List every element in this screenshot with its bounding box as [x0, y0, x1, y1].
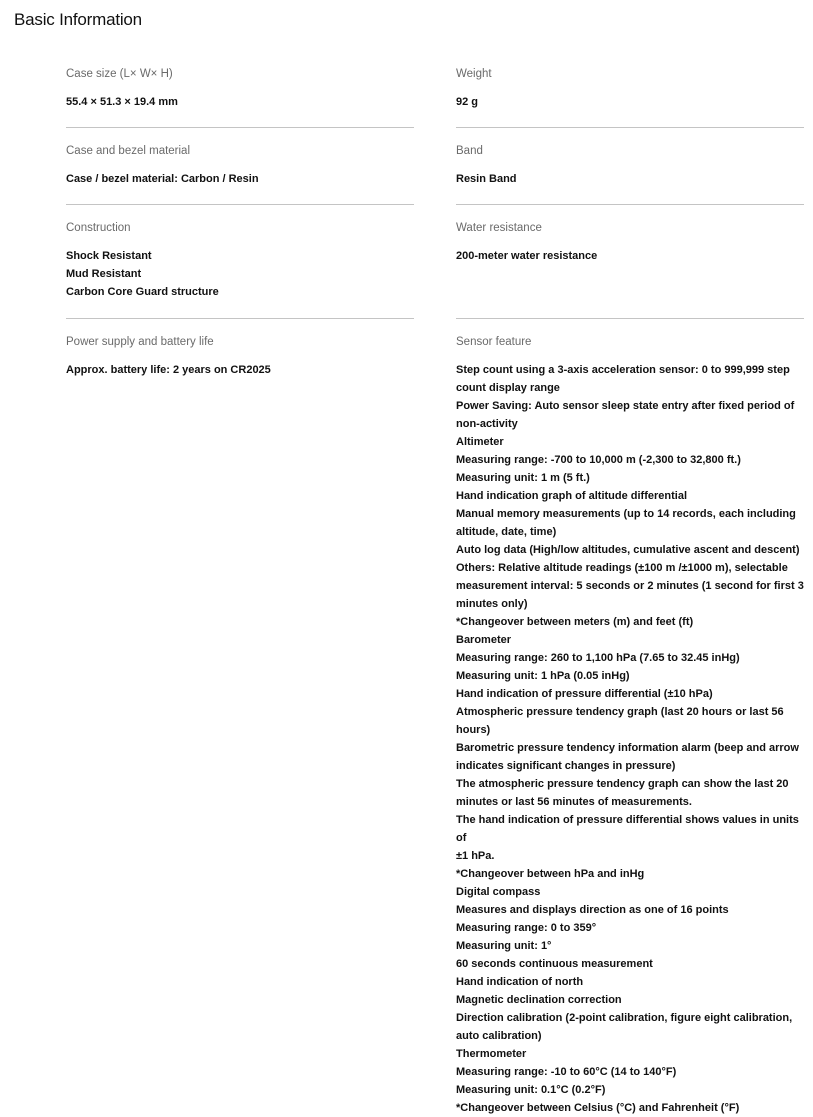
spec-sensor-feature [456, 319, 804, 1117]
spec-value-line: Thermometer [456, 1048, 527, 1060]
spec-value-line: altitude, date, time) [456, 526, 557, 538]
spec-value: Approx. battery life: 2 years on CR2025 [66, 364, 271, 376]
spec-value: 92 g [456, 96, 479, 108]
spec-value-line: measurement interval: 5 seconds or 2 minutes (1 second for first 3 [456, 580, 804, 592]
spec-value-line: *Changeover between Celsius (°C) and Fahrenheit (°F) [456, 1102, 740, 1114]
spec-label: Power supply and battery life [66, 336, 214, 348]
spec-row [66, 128, 804, 205]
spec-value-line: Manual memory measurements (up to 14 records, each including [456, 508, 796, 520]
spec-value-line: Mud Resistant [66, 268, 142, 280]
spec-value-line: Others: Relative altitude readings (±100 m /±1000 m), selectable [456, 562, 788, 574]
spec-value-line: Digital compass [456, 886, 541, 898]
page-title: Basic Information [14, 10, 142, 29]
spec-row [66, 205, 804, 319]
spec-value-line: Carbon Core Guard structure [66, 286, 219, 298]
spec-value-line: Atmospheric pressure tendency graph (last 20 hours or last 56 [456, 706, 784, 718]
spec-value-line: Measuring unit: 0.1°C (0.2°F) [456, 1084, 606, 1096]
spec-value-line: The atmospheric pressure tendency graph can show the last 20 [456, 778, 789, 790]
spec-label: Water resistance [456, 222, 542, 234]
spec-value-line: Hand indication of pressure differential (±10 hPa) [456, 688, 713, 700]
spec-value-line: Measuring range: 0 to 359° [456, 922, 597, 934]
spec-label: Construction [66, 222, 131, 234]
spec-value-line: Shock Resistant [66, 250, 152, 262]
spec-construction [66, 205, 414, 319]
spec-value-line: Auto log data (High/low altitudes, cumulative ascent and descent) [456, 544, 800, 556]
spec-value-line: Measuring unit: 1 hPa (0.05 inHg) [456, 670, 630, 682]
spec-value-line: The hand indication of pressure differential shows values in units of [456, 814, 799, 844]
spec-value-line: Step count using a 3-axis acceleration sensor: 0 to 999,999 step [456, 364, 790, 376]
spec-value-line: Barometer [456, 634, 512, 646]
spec-value-line: Power Saving: Auto sensor sleep state entry after fixed period of [456, 400, 795, 412]
spec-value-line: minutes only) [456, 598, 528, 610]
spec-value: Case / bezel material: Carbon / Resin [66, 173, 259, 185]
spec-value [456, 361, 804, 1117]
spec-weight [456, 59, 804, 128]
spec-label: Sensor feature [456, 336, 532, 348]
spec-value: Resin Band [456, 173, 517, 185]
spec-value-line: Altimeter [456, 436, 504, 448]
spec-value-line: minutes or last 56 minutes of measurements. [456, 796, 692, 808]
spec-value-line: Magnetic declination correction [456, 994, 622, 1006]
spec-case-size [66, 59, 414, 128]
spec-value-line: Measuring unit: 1° [456, 940, 552, 952]
spec-water-resistance [456, 205, 804, 319]
spec-value-line: Measuring range: -700 to 10,000 m (-2,300 to 32,800 ft.) [456, 454, 741, 466]
spec-row [66, 319, 804, 1117]
spec-value-line: Hand indication graph of altitude differential [456, 490, 688, 502]
spec-value-line: *Changeover between hPa and inHg [456, 868, 645, 880]
spec-label: Case size (L× W× H) [66, 68, 173, 80]
spec-value-line: count display range [456, 382, 560, 394]
spec-case-bezel-material [66, 128, 414, 205]
spec-band [456, 128, 804, 205]
spec-value-line: *Changeover between meters (m) and feet (ft) [456, 616, 694, 628]
spec-value-line: non-activity [456, 418, 518, 430]
spec-value-line: Measuring unit: 1 m (5 ft.) [456, 472, 590, 484]
spec-value-line: Barometric pressure tendency information alarm (beep and arrow [456, 742, 799, 754]
spec-value: 55.4 × 51.3 × 19.4 mm [66, 96, 178, 108]
spec-value-line: auto calibration) [456, 1030, 542, 1042]
spec-value-line: hours) [456, 724, 491, 736]
spec-value: 200-meter water resistance [456, 250, 598, 262]
spec-value-line: ±1 hPa. [456, 850, 495, 862]
spec-value-line: Measures and displays direction as one of 16 points [456, 904, 729, 916]
spec-label: Weight [456, 68, 492, 80]
spec-power-supply [66, 319, 414, 1117]
spec-value-line: indicates significant changes in pressure) [456, 760, 676, 772]
spec-value-line: Hand indication of north [456, 976, 584, 988]
spec-value-line: Measuring range: 260 to 1,100 hPa (7.65 to 32.45 inHg) [456, 652, 740, 664]
spec-label: Band [456, 145, 483, 157]
spec-label: Case and bezel material [66, 145, 191, 157]
spec-grid [66, 59, 804, 1117]
spec-value [66, 247, 414, 301]
spec-value-line: Direction calibration (2-point calibration, figure eight calibration, [456, 1012, 793, 1024]
spec-row [66, 59, 804, 128]
spec-value-line: 60 seconds continuous measurement [456, 958, 653, 970]
spec-value-line: Measuring range: -10 to 60°C (14 to 140°F) [456, 1066, 677, 1078]
